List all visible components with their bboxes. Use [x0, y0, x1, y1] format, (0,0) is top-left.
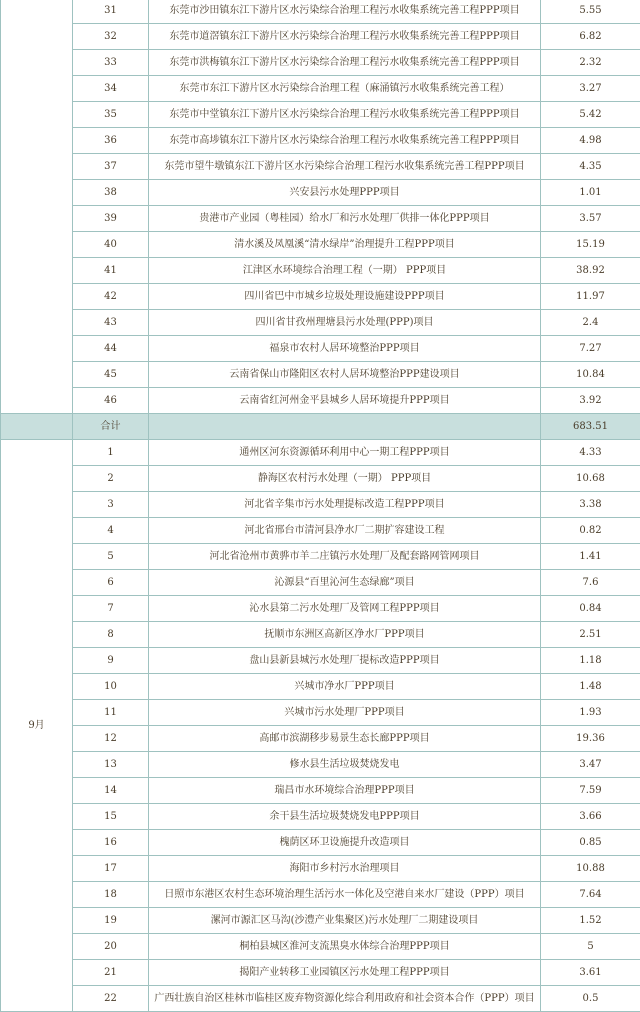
table-row	[1, 700, 640, 726]
row-number: 34	[73, 76, 149, 102]
project-name: 东莞市洪梅镇东江下游片区水污染综合治理工程污水收集系统完善工程PPP项目	[149, 50, 541, 76]
table-row	[1, 206, 640, 232]
row-number: 11	[73, 700, 149, 726]
row-number: 12	[73, 726, 149, 752]
project-name: 漯河市源汇区马沟(沙澧产业集聚区)污水处理厂二期建设项目	[149, 908, 541, 934]
project-name: 桐柏县城区淮河支流黑臭水体综合治理PPP项目	[149, 934, 541, 960]
project-amount: 0.84	[541, 596, 640, 622]
table-row	[1, 388, 640, 414]
project-amount: 4.98	[541, 128, 640, 154]
project-amount: 0.85	[541, 830, 640, 856]
project-amount: 5.42	[541, 102, 640, 128]
project-amount: 1.18	[541, 648, 640, 674]
project-amount: 7.59	[541, 778, 640, 804]
project-amount: 6.82	[541, 24, 640, 50]
table-row	[1, 284, 640, 310]
table-row	[1, 648, 640, 674]
row-number: 14	[73, 778, 149, 804]
project-name: 兴安县污水处理PPP项目	[149, 180, 541, 206]
project-amount: 0.5	[541, 986, 640, 1012]
table-row	[1, 24, 640, 50]
table-row	[1, 622, 640, 648]
table-row	[1, 726, 640, 752]
project-amount: 7.64	[541, 882, 640, 908]
table-row	[1, 986, 640, 1012]
project-amount: 3.27	[541, 76, 640, 102]
row-number: 7	[73, 596, 149, 622]
project-name: 四川省甘孜州理塘县污水处理(PPP)项目	[149, 310, 541, 336]
project-amount: 0.82	[541, 518, 640, 544]
table-row	[1, 180, 640, 206]
table-row	[1, 908, 640, 934]
project-name: 东莞市中堂镇东江下游片区水污染综合治理工程污水收集系统完善工程PPP项目	[149, 102, 541, 128]
project-name: 四川省巴中市城乡垃圾处理设施建设PPP项目	[149, 284, 541, 310]
row-number: 36	[73, 128, 149, 154]
row-number: 43	[73, 310, 149, 336]
project-amount: 19.36	[541, 726, 640, 752]
row-number: 2	[73, 466, 149, 492]
table-row	[1, 960, 640, 986]
project-amount: 2.4	[541, 310, 640, 336]
row-number: 15	[73, 804, 149, 830]
table-row	[1, 804, 640, 830]
row-number: 35	[73, 102, 149, 128]
row-number: 10	[73, 674, 149, 700]
project-amount: 5	[541, 934, 640, 960]
table-row	[1, 596, 640, 622]
table-row	[1, 830, 640, 856]
row-number: 41	[73, 258, 149, 284]
month-cell: 9月	[1, 440, 73, 1012]
project-name: 揭阳产业转移工业园镇区污水处理工程PPP项目	[149, 960, 541, 986]
project-amount: 4.33	[541, 440, 640, 466]
project-amount: 1.48	[541, 674, 640, 700]
row-number: 3	[73, 492, 149, 518]
project-amount: 1.93	[541, 700, 640, 726]
row-number: 44	[73, 336, 149, 362]
project-name: 广西壮族自治区桂林市临桂区废弃物资源化综合利用政府和社会资本合作（PPP）项目	[149, 986, 541, 1012]
project-amount: 2.51	[541, 622, 640, 648]
project-name: 兴城市净水厂PPP项目	[149, 674, 541, 700]
project-amount: 3.57	[541, 206, 640, 232]
project-amount: 11.97	[541, 284, 640, 310]
table-row	[1, 50, 640, 76]
row-number: 45	[73, 362, 149, 388]
project-name: 东莞市沙田镇东江下游片区水污染综合治理工程污水收集系统完善工程PPP项目	[149, 0, 541, 24]
total-row	[1, 414, 640, 440]
row-number: 1	[73, 440, 149, 466]
project-amount: 3.38	[541, 492, 640, 518]
table-row	[1, 76, 640, 102]
project-amount: 3.47	[541, 752, 640, 778]
project-name: 瑞昌市水环境综合治理PPP项目	[149, 778, 541, 804]
project-name: 贵港市产业园（粤桂园）给水厂和污水处理厂供排一体化PPP项目	[149, 206, 541, 232]
total-amount: 683.51	[541, 414, 640, 440]
row-number: 37	[73, 154, 149, 180]
table-row	[1, 856, 640, 882]
row-number: 5	[73, 544, 149, 570]
row-number: 33	[73, 50, 149, 76]
row-number: 8	[73, 622, 149, 648]
table-row	[1, 362, 640, 388]
row-number: 20	[73, 934, 149, 960]
row-number: 39	[73, 206, 149, 232]
project-name: 余干县生活垃圾焚烧发电PPP项目	[149, 804, 541, 830]
row-number: 40	[73, 232, 149, 258]
project-name: 福泉市农村人居环境整治PPP项目	[149, 336, 541, 362]
project-name: 通州区河东资源循环利用中心一期工程PPP项目	[149, 440, 541, 466]
project-amount: 1.52	[541, 908, 640, 934]
table-body	[1, 0, 640, 1012]
row-number: 18	[73, 882, 149, 908]
row-number: 6	[73, 570, 149, 596]
table-row	[1, 570, 640, 596]
table-row	[1, 492, 640, 518]
table-row	[1, 934, 640, 960]
project-amount: 4.35	[541, 154, 640, 180]
project-amount: 2.32	[541, 50, 640, 76]
total-month-cell	[1, 414, 73, 440]
row-number: 38	[73, 180, 149, 206]
project-name: 河北省沧州市黄骅市羊二庄镇污水处理厂及配套路网管网项目	[149, 544, 541, 570]
project-amount: 5.55	[541, 0, 640, 24]
project-name: 江津区水环境综合治理工程（一期） PPP项目	[149, 258, 541, 284]
table-row	[1, 102, 640, 128]
row-number: 21	[73, 960, 149, 986]
table-row	[1, 544, 640, 570]
project-amount: 3.61	[541, 960, 640, 986]
row-number: 16	[73, 830, 149, 856]
project-name: 东莞市高埗镇东江下游片区水污染综合治理工程污水收集系统完善工程PPP项目	[149, 128, 541, 154]
row-number: 46	[73, 388, 149, 414]
project-name: 东莞市望牛墩镇东江下游片区水污染综合治理工程污水收集系统完善工程PPP项目	[149, 154, 541, 180]
project-name: 东莞市东江下游片区水污染综合治理工程（麻涌镇污水收集系统完善工程）	[149, 76, 541, 102]
project-amount: 10.88	[541, 856, 640, 882]
table-row	[1, 0, 640, 24]
project-amount: 15.19	[541, 232, 640, 258]
project-name: 日照市东港区农村生态环境治理生活污水一体化及空港自来水厂建设（PPP）项目	[149, 882, 541, 908]
table-row	[1, 128, 640, 154]
total-name-cell	[149, 414, 541, 440]
table-row	[1, 752, 640, 778]
table-row	[1, 466, 640, 492]
table-row	[1, 674, 640, 700]
month-cell	[1, 0, 73, 414]
table-row	[1, 336, 640, 362]
project-amount: 1.41	[541, 544, 640, 570]
project-name: 抚顺市东洲区高新区净水厂PPP项目	[149, 622, 541, 648]
row-number: 4	[73, 518, 149, 544]
project-amount: 10.68	[541, 466, 640, 492]
project-amount: 10.84	[541, 362, 640, 388]
project-name: 东莞市道滘镇东江下游片区水污染综合治理工程污水收集系统完善工程PPP项目	[149, 24, 541, 50]
row-number: 31	[73, 0, 149, 24]
project-name: 盘山县新县城污水处理厂提标改造PPP项目	[149, 648, 541, 674]
project-name: 清水溪及凤凰溪“清水绿岸”治理提升工程PPP项目	[149, 232, 541, 258]
row-number: 19	[73, 908, 149, 934]
project-amount: 3.92	[541, 388, 640, 414]
project-amount: 3.66	[541, 804, 640, 830]
project-name: 静海区农村污水处理（一期） PPP项目	[149, 466, 541, 492]
row-number: 13	[73, 752, 149, 778]
project-name: 河北省辛集市污水处理提标改造工程PPP项目	[149, 492, 541, 518]
project-name: 兴城市污水处理厂PPP项目	[149, 700, 541, 726]
table-row	[1, 232, 640, 258]
project-name: 河北省邢台市清河县净水厂二期扩容建设工程	[149, 518, 541, 544]
total-label: 合计	[73, 414, 149, 440]
table-row	[1, 882, 640, 908]
project-name: 沁源县“百里沁河生态绿廊”项目	[149, 570, 541, 596]
project-name: 海阳市乡村污水治理项目	[149, 856, 541, 882]
table-row	[1, 440, 640, 466]
project-name: 云南省红河州金平县城乡人居环境提升PPP项目	[149, 388, 541, 414]
project-amount: 7.27	[541, 336, 640, 362]
row-number: 32	[73, 24, 149, 50]
project-name: 修水县生活垃圾焚烧发电	[149, 752, 541, 778]
table-row	[1, 778, 640, 804]
project-amount: 7.6	[541, 570, 640, 596]
table-row	[1, 154, 640, 180]
project-name: 云南省保山市隆阳区农村人居环境整治PPP建设项目	[149, 362, 541, 388]
row-number: 42	[73, 284, 149, 310]
project-name: 高邮市滨湖移步易景生态长廊PPP项目	[149, 726, 541, 752]
project-amount: 38.92	[541, 258, 640, 284]
table-row	[1, 518, 640, 544]
project-name: 槐荫区环卫设施提升改造项目	[149, 830, 541, 856]
table-row	[1, 258, 640, 284]
project-amount: 1.01	[541, 180, 640, 206]
row-number: 22	[73, 986, 149, 1012]
table-row	[1, 310, 640, 336]
row-number: 17	[73, 856, 149, 882]
row-number: 9	[73, 648, 149, 674]
project-name: 沁水县第二污水处理厂及管网工程PPP项目	[149, 596, 541, 622]
